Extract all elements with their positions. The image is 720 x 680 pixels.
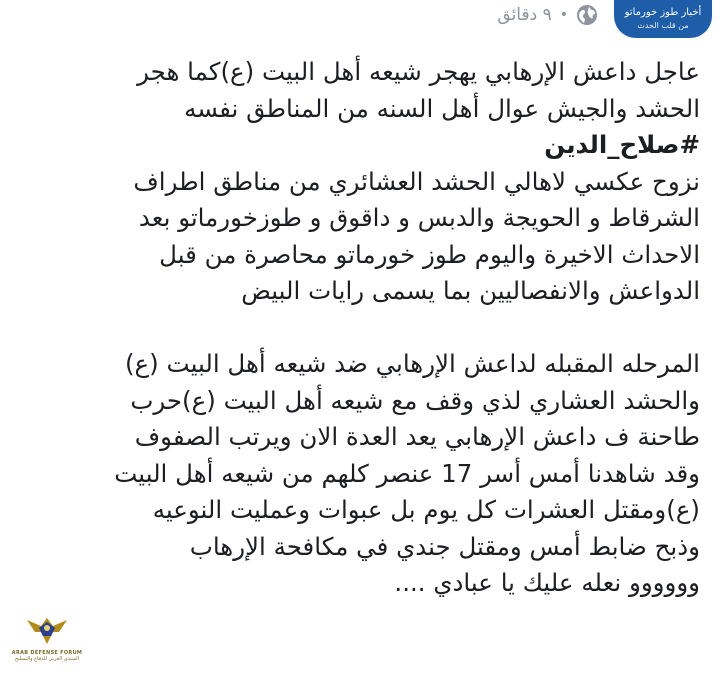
blank-line xyxy=(60,310,700,347)
post-line: نزوح عكسي لاهالي الحشد العشائري من مناطق اطراف xyxy=(133,166,700,196)
post-line: عاجل داعش الإرهابي يهجر شيعه أهل البيت (ع)كما هجر xyxy=(137,57,700,86)
globe-icon[interactable] xyxy=(576,4,598,26)
page-avatar-title: أخبار طوز خورماتو xyxy=(624,7,702,18)
post-line: وذبح ضابط أمس ومقتل جندي في مكافحة الإرهاب xyxy=(189,531,700,561)
post-line: (ع)ومقتل العشرات كل يوم بل عبوات وعمليت النوعيه xyxy=(152,495,700,524)
page-avatar[interactable] xyxy=(614,0,712,38)
meta-separator: • xyxy=(559,7,568,23)
post-timestamp[interactable]: ٩ دقائق xyxy=(497,5,552,25)
post-line: المرحله المقبله لداعش الإرهابي ضد شيعه أهل البيت (ع) xyxy=(124,349,700,378)
post-line: طاحنة ف داعش الإرهابي يعد العدة الان ويرتب الصفوف xyxy=(134,422,700,451)
eagle-emblem-icon xyxy=(25,610,69,650)
post-meta xyxy=(497,2,598,28)
forum-watermark xyxy=(2,610,92,670)
post-line: الاحداث الاخيرة واليوم طوز خورماتو محاصرة من قبل xyxy=(159,239,700,269)
watermark-title: ARAB DEFENSE FORUM xyxy=(11,650,83,656)
post-line: الحشد والجيش عوال أهل السنه من المناطق نفسه xyxy=(184,93,700,123)
post-header xyxy=(0,0,720,44)
post-line: الدواعش والانفصاليين بما يسمى رايات البيض xyxy=(241,276,700,305)
post-line: وقد شاهدنا أمس أسر 17 عنصر كلهم من شيعه أهل البيت xyxy=(114,458,700,488)
post-line: الشرقاط و الحويجة والدبس و داقوق و طوزخورماتو بعد xyxy=(138,203,700,232)
post-line: وووووو نعله عليك يا عبادي .... xyxy=(394,568,700,597)
watermark-subtitle: المنتدى العربي للدفاع والتسليح xyxy=(14,656,80,662)
post-text xyxy=(60,54,700,602)
hashtag-link[interactable]: #صلاح_الدين xyxy=(544,130,700,159)
post-line: والحشد العشاري لذي وقف مع شيعه أهل البيت (ع)حرب xyxy=(130,385,700,415)
page-avatar-subtitle: من قلب الحدث xyxy=(637,21,689,30)
